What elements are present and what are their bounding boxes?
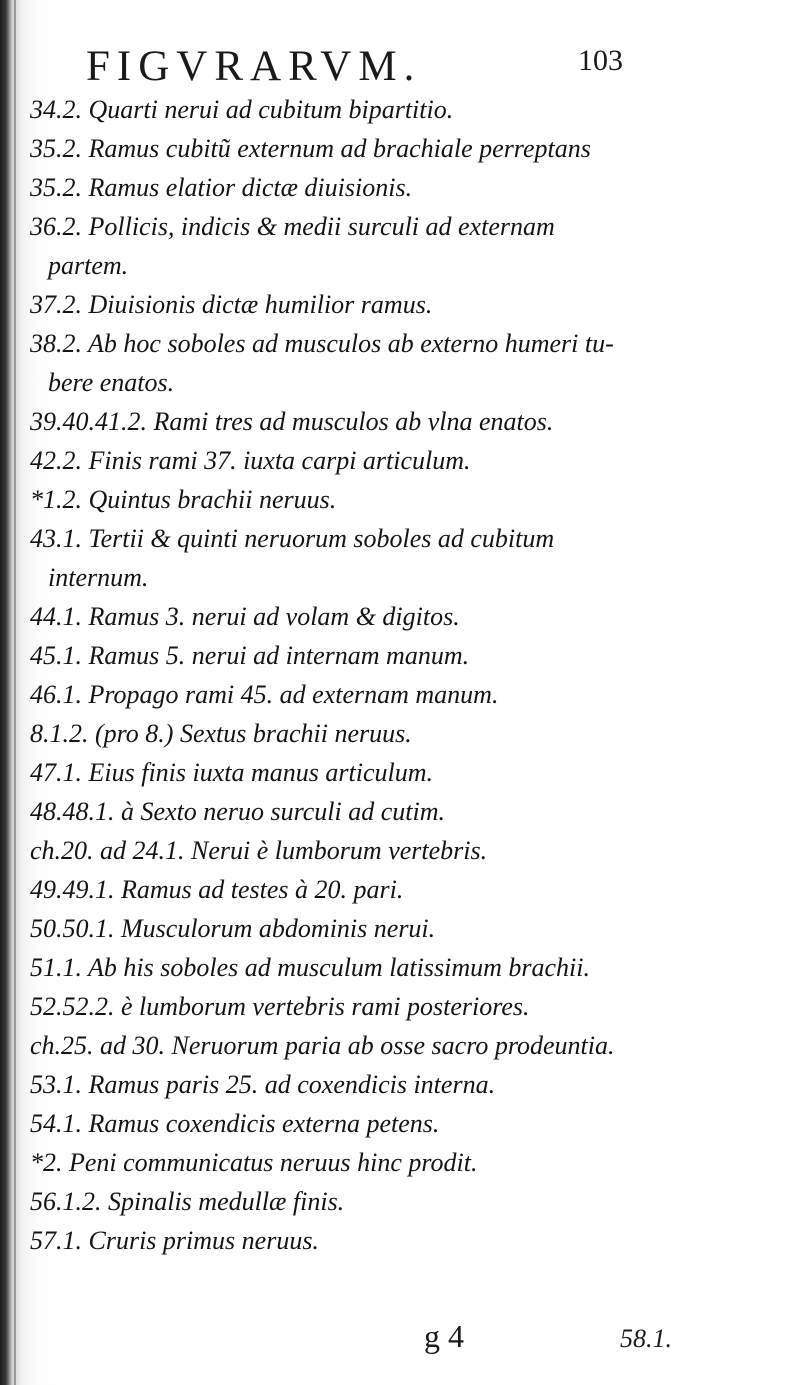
page-number: 103 — [578, 44, 623, 77]
legend-entry: 34.2. Quarti nerui ad cubitum bipartitio. — [30, 95, 454, 124]
legend-entry: 48.48.1. à Sexto neruo surculi ad cutim. — [30, 797, 445, 826]
legend-entry-continuation: partem. — [48, 251, 129, 280]
legend-entry: 44.1. Ramus 3. nerui ad volam & digitos. — [30, 602, 460, 631]
legend-entry: 53.1. Ramus paris 25. ad coxendicis interna. — [30, 1070, 496, 1099]
legend-entry: 45.1. Ramus 5. nerui ad internam manum. — [30, 641, 470, 670]
legend-entry: 36.2. Pollicis, indicis & medii surculi ad externam — [30, 212, 555, 241]
legend-entry: 35.2. Ramus cubitũ externum ad brachiale perreptans — [30, 134, 591, 163]
legend-entry: 49.49.1. Ramus ad testes à 20. pari. — [30, 875, 404, 904]
legend-entry: 43.1. Tertii & quinti neruorum soboles ad cubitum — [30, 524, 555, 553]
legend-entry: 50.50.1. Musculorum abdominis nerui. — [30, 914, 436, 943]
legend-entry: 46.1. Propago rami 45. ad externam manum. — [30, 680, 499, 709]
legend-entry: *1.2. Quintus brachii neruus. — [30, 485, 337, 514]
legend-entry-continuation: internum. — [48, 563, 149, 592]
legend-entry: 8.1.2. (pro 8.) Sextus brachii neruus. — [30, 719, 412, 748]
binding-gutter — [14, 0, 16, 1385]
legend-entry: 56.1.2. Spinalis medullæ finis. — [30, 1187, 345, 1216]
legend-entry: ch.20. ad 24.1. Nerui è lumborum vertebris. — [30, 836, 488, 865]
legend-entry: 35.2. Ramus elatior dictæ diuisionis. — [30, 173, 413, 202]
figure-legend-list — [30, 90, 770, 1260]
legend-entry: 37.2. Diuisionis dictæ humilior ramus. — [30, 290, 433, 319]
legend-entry: 38.2. Ab hoc soboles ad musculos ab externo humeri tu- — [30, 329, 614, 358]
legend-entry: 54.1. Ramus coxendicis externa petens. — [30, 1109, 440, 1138]
page-header — [0, 36, 800, 96]
legend-entry: 57.1. Cruris primus neruus. — [30, 1226, 319, 1255]
catchword: 58.1. — [620, 1324, 672, 1353]
legend-entry-continuation: bere enatos. — [48, 368, 175, 397]
signature-mark: g 4 — [424, 1318, 464, 1354]
legend-entry: 51.1. Ab his soboles ad musculum latissimum brachii. — [30, 953, 590, 982]
legend-entry: 52.52.2. è lumborum vertebris rami posteriores. — [30, 992, 530, 1021]
page-footer — [0, 1318, 800, 1368]
legend-entry: 39.40.41.2. Rami tres ad musculos ab vlna enatos. — [30, 407, 554, 436]
legend-entry: *2. Peni communicatus neruus hinc prodit. — [30, 1148, 478, 1177]
legend-entry: ch.25. ad 30. Neruorum paria ab osse sacro prodeuntia. — [30, 1031, 615, 1060]
legend-entry: 42.2. Finis rami 37. iuxta carpi articulum. — [30, 446, 471, 475]
running-title: FIGVRARVM. — [86, 43, 422, 90]
legend-entry: 47.1. Eius finis iuxta manus articulum. — [30, 758, 433, 787]
